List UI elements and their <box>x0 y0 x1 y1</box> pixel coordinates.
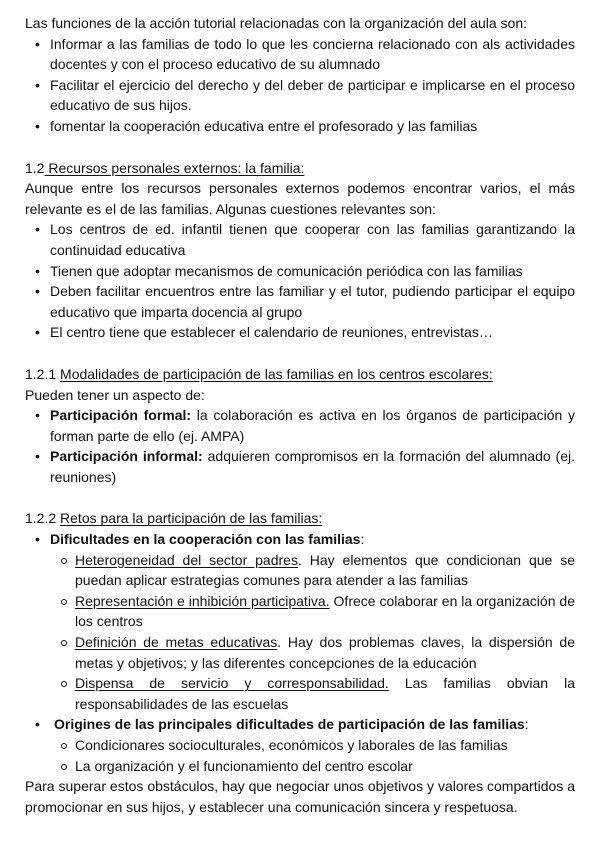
section-1-2-bullet-list <box>25 219 575 343</box>
sub-list-item <box>25 673 575 714</box>
item-text: adquieren compromisos en la formación del alumnado (ej. reuniones) <box>50 448 575 485</box>
list-item: • Tienen que adoptar mecanismos de comunicación periódica con las familias <box>25 261 575 282</box>
section-number: 1.2.1 <box>25 365 61 382</box>
item-term: Definición de metas educativas <box>75 634 278 651</box>
closing-paragraph: Para superar estos obstáculos, hay que negociar unos objetivos y valores compartidos a promocionar en sus hijos, y establecer una comunicación sincera y respetuosa. <box>25 778 575 815</box>
item-term: Heterogeneidad del sector padres <box>75 551 298 568</box>
list-item: • Informar a las familias de todo lo que les concierna relacionado con als actividades docentes y con el proceso educativo de su alumnado <box>25 34 575 75</box>
list-item: • Los centros de ed. infantil tienen que cooperar con las familias garantizando la continuidad educativa <box>25 219 575 260</box>
challenges-list <box>25 529 575 776</box>
list-item <box>25 714 575 776</box>
list-item: • Deben facilitar encuentros entre las familiar y el tutor, pudiendo participar el equipo educativo que imparta docencia al grupo <box>25 281 575 322</box>
section-title: Recursos personales externos: la familia: <box>44 159 305 176</box>
item-text: Ofrece colaborar en la organización de los centros <box>75 592 575 630</box>
item-text: la colaboración es activa en los órganos de participación y forman parte de ello (ej. AMPA) <box>50 407 575 444</box>
item-term: Participación formal: <box>50 407 192 424</box>
participation-list <box>25 405 575 487</box>
item-text: Las familias obvian la responsabilidades de las escuelas <box>75 675 575 712</box>
sub-list-item <box>25 550 575 591</box>
list-item: • fomentar la cooperación educativa entre el profesorado y las familias <box>25 116 575 137</box>
intro-paragraph: Las funciones de la acción tutorial relacionadas con la organización del aula son: <box>25 15 527 31</box>
sub-list <box>25 735 575 776</box>
item-text: . Hay dos problemas claves, la dispersión de metas y objetivos; y las diferentes concepciones de la educación <box>75 634 575 671</box>
list-item <box>25 446 575 487</box>
group-term: Origines de las principales dificultades de participación de las familias <box>54 716 525 733</box>
group-suffix: : <box>524 716 529 733</box>
list-item <box>25 529 575 714</box>
sub-list-item <box>25 591 575 632</box>
group-term: Dificultades en la cooperación con las familias <box>50 531 361 548</box>
section-paragraph: Aunque entre los recursos personales externos podemos encontrar varios, el más relevante es el de las familias. Algunas cuestiones relevantes son: <box>25 180 575 217</box>
item-term: Dispensa de servicio y corresponsabilidad. <box>75 675 389 692</box>
section-heading-1-2 <box>25 158 575 179</box>
sub-list-item: Condicionares socioculturales, económicos y laborales de las familias <box>25 735 575 756</box>
list-item: • El centro tiene que establecer el calendario de reuniones, entrevistas… <box>25 322 575 343</box>
group-suffix: : <box>360 531 365 548</box>
section-heading-1-2-2 <box>25 508 575 529</box>
sub-list-item: La organización y el funcionamiento del centro escolar <box>25 756 575 777</box>
section-number: 1.2 <box>25 159 45 176</box>
section-number: 1.2.2 <box>25 510 61 527</box>
section-title: Retos para la participación de las familias: <box>60 510 323 527</box>
section-lead: Pueden tener un aspecto de: <box>25 386 205 403</box>
sub-list-item <box>25 632 575 673</box>
item-term: Participación informal: <box>50 448 203 465</box>
section-heading-1-2-1 <box>25 364 575 385</box>
list-item: • Facilitar el ejercicio del derecho y del deber de participar e implicarse en el proceso educativo de sus hijos. <box>25 75 575 116</box>
sub-list <box>25 550 575 715</box>
item-text: . Hay elementos que condicionan que se puedan aplicar estrategias comunes para atender a las familias <box>75 551 575 589</box>
list-item <box>25 405 575 446</box>
item-term: Representación e inhibición participativa. <box>75 592 330 609</box>
section-title: Modalidades de participación de las familias en los centros escolares: <box>60 365 493 382</box>
intro-bullet-list <box>25 34 575 137</box>
